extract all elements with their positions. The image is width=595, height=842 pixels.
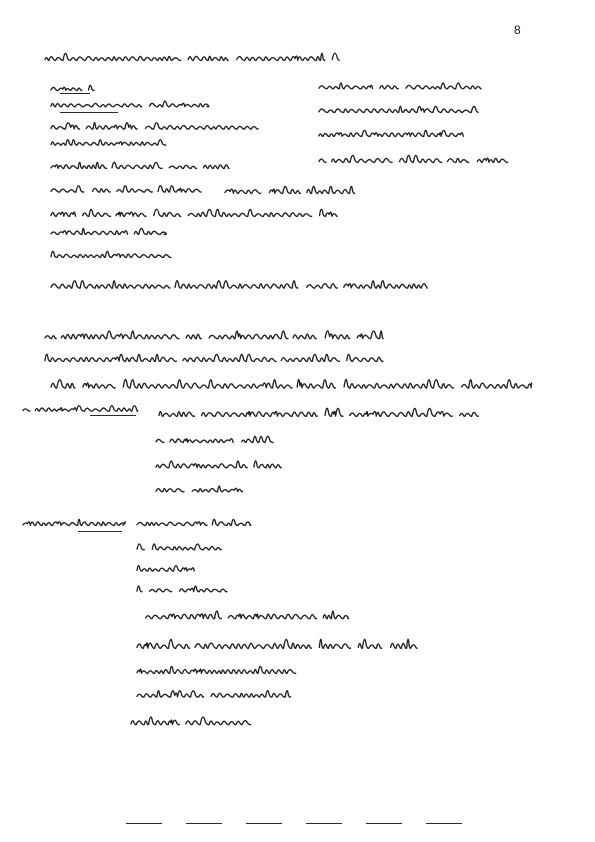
- infants-label: [22, 513, 124, 532]
- s6-item-2: [50, 95, 208, 113]
- bottom-dash: [186, 823, 222, 824]
- handwriting-stroke: [137, 566, 201, 572]
- handwriting-stroke: [23, 406, 138, 411]
- handwriting-stroke: [51, 101, 209, 107]
- s7-line-3: [44, 371, 532, 397]
- handwriting-stroke: [51, 380, 532, 388]
- underline-infants-label: [78, 531, 122, 532]
- handwriting-stroke: [51, 85, 94, 90]
- bottom-dash: [426, 823, 462, 824]
- neonates-cause-2: [155, 430, 275, 449]
- handwriting-stroke: [319, 106, 478, 112]
- infants-cause-5: [136, 603, 349, 627]
- s6-item-3: [50, 116, 262, 136]
- s6-item-4: [50, 134, 167, 151]
- neonates-cause-1: [158, 400, 488, 425]
- s6-item-6: [50, 179, 202, 199]
- infants-cause-9: [130, 709, 254, 733]
- handwriting-stroke: [23, 519, 125, 525]
- underline-neonates-label: [90, 415, 136, 416]
- infants-cause-3: [136, 560, 203, 577]
- bottom-dash: [306, 823, 342, 824]
- handwriting-stroke: [45, 53, 339, 60]
- handwriting-stroke: [137, 666, 302, 673]
- s6-item-14: [318, 148, 516, 170]
- page-number: 8: [514, 23, 521, 37]
- infants-cause-7: [136, 659, 304, 681]
- handwriting-stroke: [51, 251, 171, 257]
- handwriting-stroke: [156, 436, 273, 442]
- underline-item-2: [60, 112, 118, 113]
- underline-item-1: [60, 93, 90, 94]
- bottom-dash: [126, 823, 162, 824]
- s6-item-7: [50, 202, 338, 224]
- s6-item-13: [318, 124, 466, 143]
- section-7-heading: [44, 323, 384, 347]
- handwriting-stroke: [319, 130, 463, 136]
- handwriting-stroke: [137, 544, 221, 550]
- neonates-cause-3: [155, 454, 283, 475]
- infants-cause-8: [136, 684, 294, 704]
- handwriting-stroke: [51, 123, 258, 129]
- handwriting-stroke: [156, 486, 243, 492]
- handwriting-stroke: [137, 586, 227, 592]
- handwriting-stroke: [159, 408, 486, 416]
- handwriting-stroke: [51, 228, 166, 234]
- handwriting-stroke: [45, 331, 383, 339]
- handwriting-stroke: [319, 83, 481, 89]
- infants-cause-1: [136, 513, 251, 532]
- handwriting-stroke: [45, 354, 383, 361]
- handwriting-stroke: [131, 717, 251, 725]
- handwriting-stroke: [51, 209, 337, 216]
- s6-item-8: [50, 222, 165, 241]
- s6-item-10: [50, 273, 428, 296]
- bottom-dash: [246, 823, 282, 824]
- s6-item-9: [50, 245, 172, 264]
- infants-cause-4: [136, 580, 229, 598]
- handwriting-stroke: [137, 639, 417, 648]
- handwriting-stroke: [51, 281, 427, 288]
- handwriting-stroke: [137, 519, 251, 525]
- handwriting-stroke: [51, 186, 201, 192]
- infants-cause-2: [136, 538, 224, 556]
- infants-cause-6: [136, 630, 418, 658]
- handwriting-stroke: [156, 461, 281, 468]
- section-6-heading: [44, 46, 340, 68]
- handwriting-stroke: [319, 155, 513, 162]
- handwriting-stroke: [225, 186, 362, 193]
- bottom-dash: [366, 823, 402, 824]
- s6-item-11: [318, 77, 482, 95]
- handwriting-stroke: [137, 691, 291, 697]
- handwriting-stroke: [146, 611, 349, 619]
- neonates-cause-4: [155, 480, 245, 498]
- s7-line-2: [44, 347, 386, 369]
- s6-item-12: [318, 100, 479, 119]
- s6-bracket-label: [224, 179, 364, 201]
- handwriting-stroke: [51, 162, 229, 168]
- s6-item-5: [50, 156, 230, 175]
- handwriting-stroke: [51, 140, 166, 145]
